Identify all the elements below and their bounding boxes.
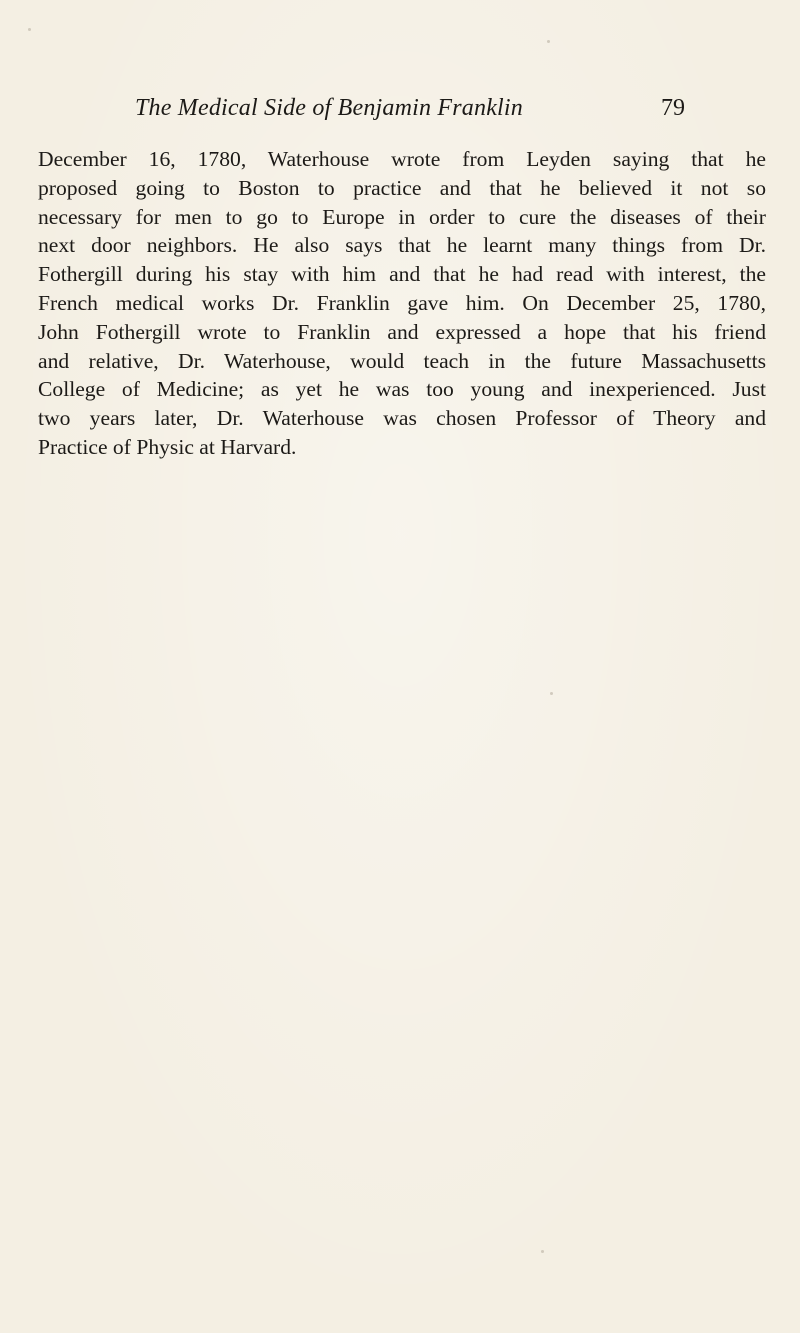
- body-paragraph: [38, 145, 766, 462]
- paragraph-line: College of Medicine; as yet he was too young and inexperienced. Just: [38, 377, 766, 402]
- page-number: 79: [661, 95, 685, 121]
- paragraph-line: necessary for men to go to Europe in order to cure the diseases of their: [38, 204, 766, 229]
- paragraph-line: French medical works Dr. Franklin gave him. On December 25, 1780,: [38, 290, 766, 315]
- running-head: [135, 95, 685, 127]
- paragraph-line: John Fothergill wrote to Franklin and expressed a hope that his friend: [38, 319, 766, 344]
- paragraph-line: Practice of Physic at Harvard.: [38, 434, 297, 459]
- paragraph-line: December 16, 1780, Waterhouse wrote from Leyden saying that he: [38, 147, 766, 171]
- paragraph-line: next door neighbors. He also says that he learnt many things from Dr.: [38, 233, 766, 258]
- paragraph-line: and relative, Dr. Waterhouse, would teach in the future Massachusetts: [38, 348, 766, 373]
- paper-speck: [541, 1250, 544, 1253]
- paper-speck: [547, 40, 550, 43]
- paragraph-line: proposed going to Boston to practice and that he believed it not so: [38, 175, 766, 200]
- paper-speck: [550, 692, 553, 695]
- paragraph-line: Fothergill during his stay with him and that he had read with interest, the: [38, 262, 766, 287]
- running-head-title: The Medical Side of Benjamin Franklin: [135, 95, 523, 121]
- paragraph-line: two years later, Dr. Waterhouse was chosen Professor of Theory and: [38, 406, 766, 431]
- paper-speck: [28, 28, 31, 31]
